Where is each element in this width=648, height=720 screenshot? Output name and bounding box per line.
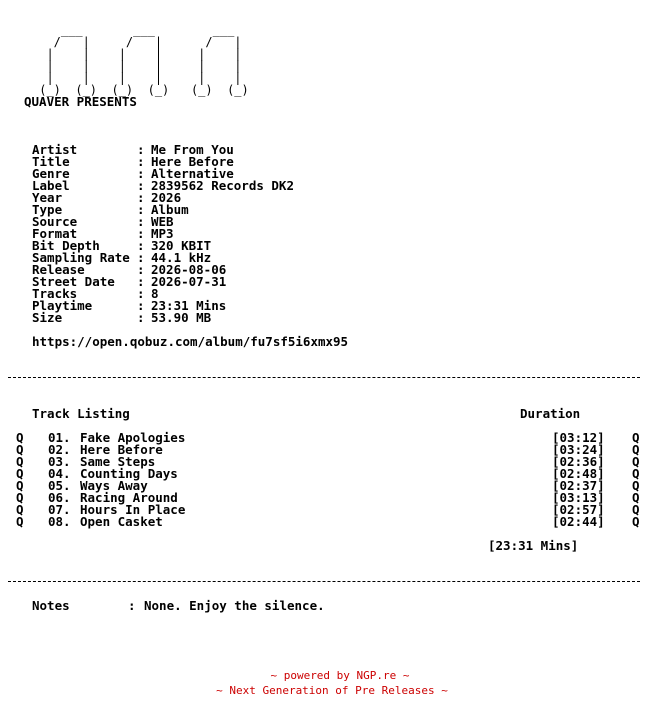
track-number: 02.: [48, 442, 71, 457]
info-key: Type: [32, 202, 63, 217]
track-number: 08.: [48, 514, 71, 529]
info-key: Size: [32, 310, 63, 325]
info-key: Title: [32, 154, 70, 169]
info-value: 44.1 kHz: [151, 250, 212, 265]
info-separator: :: [137, 214, 145, 229]
info-key: Label: [32, 178, 70, 193]
info-key: Street Date: [32, 274, 115, 289]
track-marker: Q: [632, 490, 640, 505]
info-separator: :: [137, 178, 145, 193]
track-marker: Q: [632, 466, 640, 481]
info-separator: :: [137, 310, 145, 325]
info-key: Source: [32, 214, 78, 229]
divider: [8, 581, 640, 582]
info-value: 2026: [151, 190, 182, 205]
info-separator: :: [137, 190, 145, 205]
track-marker: Q: [632, 502, 640, 517]
info-value: Alternative: [151, 166, 234, 181]
track-duration: [03:24]: [552, 442, 605, 457]
divider: [8, 377, 640, 378]
duration-header: Duration: [520, 406, 581, 421]
track-duration: [02:48]: [552, 466, 605, 481]
track-row: [16, 516, 640, 528]
track-marker: Q: [632, 478, 640, 493]
info-value: MP3: [151, 226, 174, 241]
track-name: Fake Apologies: [80, 430, 186, 445]
track-listing-header: Track Listing: [32, 406, 130, 421]
track-number: 01.: [48, 430, 71, 445]
track-name: Here Before: [80, 442, 163, 457]
footer-powered-by: ~ powered by NGP.re ~: [270, 669, 410, 682]
track-number: 05.: [48, 478, 71, 493]
track-number: 07.: [48, 502, 71, 517]
track-marker: Q: [632, 514, 640, 529]
info-separator: :: [137, 154, 145, 169]
total-playtime: [23:31 Mins]: [488, 538, 579, 553]
track-name: Same Steps: [80, 454, 156, 469]
album-url: https://open.qobuz.com/album/fu7sf5i6xmx95: [32, 334, 349, 349]
track-name: Racing Around: [80, 490, 178, 505]
group-presents-title: QUAVER PRESENTS: [24, 94, 137, 109]
track-marker: Q: [16, 502, 24, 517]
info-separator: :: [137, 274, 145, 289]
info-separator: :: [137, 166, 145, 181]
info-value: WEB: [151, 214, 174, 229]
info-key: Tracks: [32, 286, 78, 301]
track-name: Open Casket: [80, 514, 163, 529]
info-key: Artist: [32, 142, 78, 157]
info-key: Year: [32, 190, 63, 205]
notes-text: None. Enjoy the silence.: [144, 598, 325, 613]
info-value: 23:31 Mins: [151, 298, 227, 313]
track-marker: Q: [16, 466, 24, 481]
info-key: Genre: [32, 166, 70, 181]
track-list: [16, 432, 640, 528]
track-duration: [02:37]: [552, 478, 605, 493]
track-duration: [03:13]: [552, 490, 605, 505]
footer-tagline: ~ Next Generation of Pre Releases ~: [216, 684, 448, 697]
track-name: Counting Days: [80, 466, 178, 481]
info-value: 2026-08-06: [151, 262, 227, 277]
track-duration: [02:36]: [552, 454, 605, 469]
info-key: Release: [32, 262, 85, 277]
info-key: Format: [32, 226, 78, 241]
info-key: Bit Depth: [32, 238, 100, 253]
info-value: 8: [151, 286, 159, 301]
track-duration: [03:12]: [552, 430, 605, 445]
track-marker: Q: [632, 442, 640, 457]
ascii-logo: ___ ___ ___ / | / | / | | | | | | | | | | | | | | | | | | | (_) (_) (_) (_) (_) (_): [39, 23, 249, 97]
track-marker: Q: [16, 430, 24, 445]
track-marker: Q: [632, 454, 640, 469]
track-duration: [02:57]: [552, 502, 605, 517]
info-separator: :: [137, 298, 145, 313]
info-separator: :: [137, 262, 145, 277]
info-separator: :: [137, 142, 145, 157]
release-info-table: [32, 144, 294, 324]
info-value: Album: [151, 202, 189, 217]
info-separator: :: [137, 226, 145, 241]
track-marker: Q: [16, 490, 24, 505]
info-row: [32, 312, 294, 324]
track-marker: Q: [16, 478, 24, 493]
track-number: 04.: [48, 466, 71, 481]
info-separator: :: [137, 286, 145, 301]
track-name: Ways Away: [80, 478, 148, 493]
info-separator: :: [137, 250, 145, 265]
info-value: 2026-07-31: [151, 274, 227, 289]
track-number: 06.: [48, 490, 71, 505]
track-duration: [02:44]: [552, 514, 605, 529]
info-value: 53.90 MB: [151, 310, 212, 325]
info-separator: :: [137, 238, 145, 253]
info-value: Me From You: [151, 142, 234, 157]
info-key: Sampling Rate: [32, 250, 130, 265]
track-marker: Q: [16, 442, 24, 457]
notes-separator: :: [128, 598, 136, 613]
info-value: 2839562 Records DK2: [151, 178, 294, 193]
notes-label: Notes: [32, 598, 70, 613]
info-key: Playtime: [32, 298, 93, 313]
info-value: 320 KBIT: [151, 238, 212, 253]
info-separator: :: [137, 202, 145, 217]
track-marker: Q: [16, 454, 24, 469]
info-value: Here Before: [151, 154, 234, 169]
track-marker: Q: [16, 514, 24, 529]
track-name: Hours In Place: [80, 502, 186, 517]
track-marker: Q: [632, 430, 640, 445]
track-number: 03.: [48, 454, 71, 469]
